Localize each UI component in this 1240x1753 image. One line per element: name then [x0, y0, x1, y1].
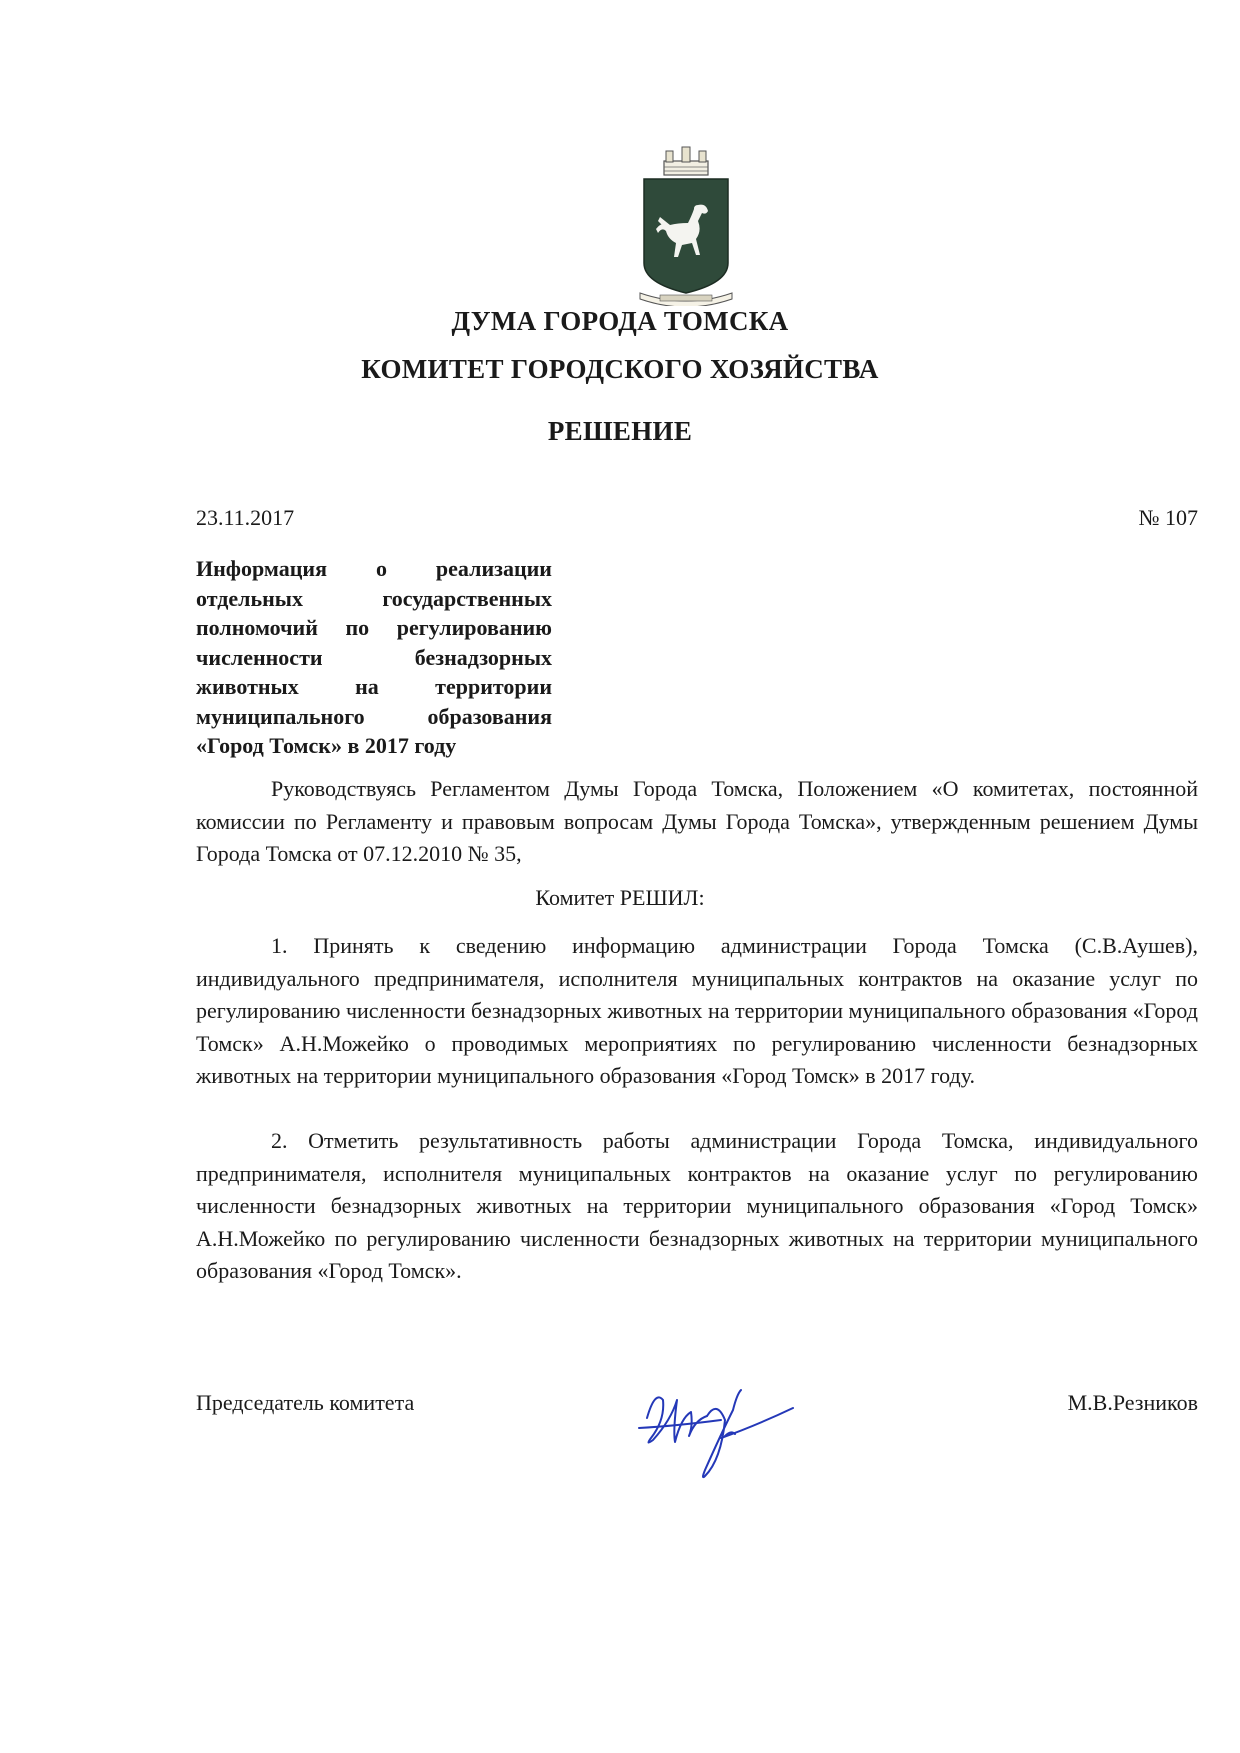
resolution-item-2: 2. Отметить результативность работы администрации Города Томска, индивидуального предпринимателя, исполнителя муниципальных контрактов на оказание услуг по регулированию численности безнадзорных животных на территории муниципального образования «Город Томск» А.Н.Можейко по регулированию численности безнадзорных животных на территории муниципального образования «Город Томск». [196, 1128, 1198, 1283]
signatory-role: Председатель комитета [196, 1390, 415, 1415]
document-type-title: РЕШЕНИЕ [547, 416, 693, 446]
committee-title: КОМИТЕТ ГОРОДСКОГО ХОЗЯЙСТВА [361, 354, 879, 384]
document-number: № 107 [1138, 505, 1198, 530]
document-subject: Информация о реализации отдельных государственных полномочий по регулированию численности безнадзорных животных на территории муниципального образования «Город Томск» в 2017 году [196, 556, 552, 758]
organization-title: ДУМА ГОРОДА ТОМСКА [451, 306, 789, 336]
resolved-heading: Комитет РЕШИЛ: [535, 885, 705, 910]
signatory-name: М.В.Резников [1067, 1390, 1198, 1415]
document-date: 23.11.2017 [196, 505, 295, 530]
tomsk-coat-of-arms-icon [636, 143, 736, 306]
crown-icon [664, 147, 708, 175]
handwritten-signature [625, 1360, 825, 1490]
intro-paragraph: Руководствуясь Регламентом Думы Города Томска, Положением «О комитетах, постоянной комиссии по Регламенту и правовым вопросам Думы Города Томска», утвержденным решением Думы Города Томска от 07.12.2010 № 35, [196, 776, 1198, 866]
resolution-item-1: 1. Принять к сведению информацию администрации Города Томска (С.В.Аушев), индивидуального предпринимателя, исполнителя муниципальных контрактов на оказание услуг по регулированию численности безнадзорных животных на территории муниципального образования «Город Томск» А.Н.Можейко о проводимых мероприятиях по регулированию численности безнадзорных животных на территории муниципального образования «Город Томск» в 2017 году. [196, 933, 1198, 1088]
